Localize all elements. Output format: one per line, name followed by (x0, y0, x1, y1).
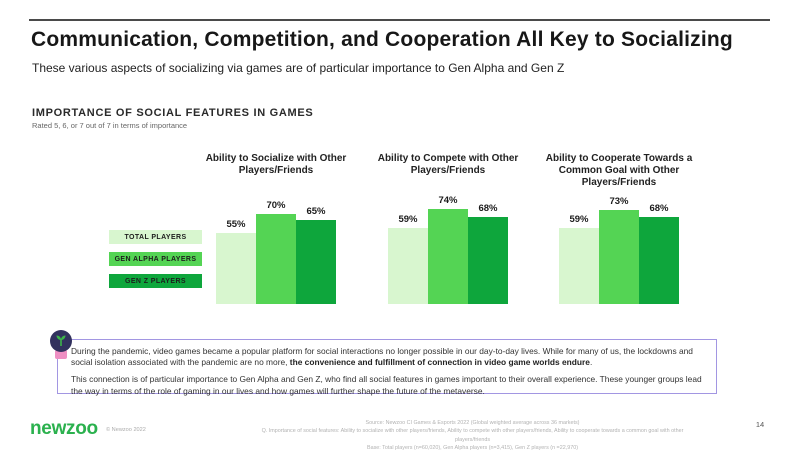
chart-category-title: Ability to Socialize with Other Players/Friends (205, 153, 347, 176)
bar-value-label: 55% (226, 219, 246, 230)
bar-value-label: 59% (398, 214, 418, 225)
insight-callout-box (57, 339, 717, 394)
bar-column (639, 203, 679, 304)
chart-category-title: Ability to Cooperate Towards a Common Goal with Other Players/Friends (545, 153, 693, 188)
bar-column (256, 200, 296, 304)
bar-row (216, 200, 336, 304)
bar-value-label: 70% (266, 200, 286, 211)
bar-gen-alpha-players (428, 209, 468, 304)
source-notes (245, 419, 700, 453)
bar-column (599, 196, 639, 304)
chart-group-1 (186, 153, 366, 304)
bar-gen-alpha-players (256, 214, 296, 304)
chart-group-3 (529, 153, 709, 304)
bar-value-label: 65% (306, 206, 326, 217)
bar-value-label: 74% (438, 195, 458, 206)
page-number: 14 (755, 420, 765, 429)
bar-gen-z-players (468, 217, 508, 304)
bar-value-label: 68% (649, 203, 669, 214)
bar-gen-z-players (639, 217, 679, 304)
source-line: Q. Importance of social features: Ability to socialize with other players/friends, Ability to compete with other players/friends, Ability to cooperate towards a common goal with other players/friends (261, 428, 684, 443)
bar-row (559, 196, 679, 304)
page-subtitle: These various aspects of socializing via games are of particular importance to Gen Alpha and Gen Z (32, 61, 565, 75)
callout-bold-text: the convenience and fulfillment of connection in video game worlds endure (289, 357, 590, 368)
bar-column (388, 214, 428, 304)
bar-column (468, 203, 508, 304)
source-line: Source: Newzoo CI Games & Esports 2022 (Global weighted average across 36 markets) (365, 420, 580, 426)
chart-section-subtitle: Rated 5, 6, or 7 out of 7 in terms of importance (32, 121, 188, 130)
bar-row (388, 195, 508, 304)
bar-gen-alpha-players (599, 210, 639, 304)
bar-value-label: 68% (478, 203, 498, 214)
bar-column (428, 195, 468, 304)
bar-column (559, 214, 599, 304)
bar-column (216, 219, 256, 304)
bar-gen-z-players (296, 220, 336, 304)
page-title: Communication, Competition, and Cooperation All Key to Socializing (31, 28, 733, 51)
legend-label: TOTAL PLAYERS (124, 233, 187, 241)
bar-total-players (216, 233, 256, 304)
bar-total-players (559, 228, 599, 304)
lightbulb-icon (50, 330, 72, 352)
callout-paragraph-2: This connection is of particular importance to Gen Alpha and Gen Z, who find all social features in games important to their overall experience. These younger groups lead the way in terms of the role of gaming in our lives and how games will further shape the future of the metaverse. (71, 374, 702, 396)
chart-group-2 (358, 153, 538, 304)
bar-value-label: 73% (609, 196, 629, 207)
newzoo-logo: newzoo (30, 418, 98, 439)
callout-paragraph-1: During the pandemic, video games became a popular platform for social interactions no longer possible in our day-to-day lives. While for many of us, the lockdowns and social isolation associated with the pandemic are no more, the convenience and fulfillment of connection in video game worlds endure. (71, 346, 693, 368)
source-line: Base: Total players (n=60,020), Gen Alpha players (n=3,415), Gen Z players (n =22,970) (366, 445, 578, 452)
copyright-text: © Newzoo 2022 (106, 427, 146, 433)
chart-section-title: IMPORTANCE OF SOCIAL FEATURES IN GAMES (32, 107, 314, 119)
legend-label: GEN ALPHA PLAYERS (114, 255, 197, 263)
chart-category-title: Ability to Compete with Other Players/Friends (377, 153, 519, 176)
bar-value-label: 59% (569, 214, 589, 225)
bar-total-players (388, 228, 428, 304)
legend-label: GEN Z PLAYERS (125, 277, 186, 285)
bar-column (296, 206, 336, 304)
